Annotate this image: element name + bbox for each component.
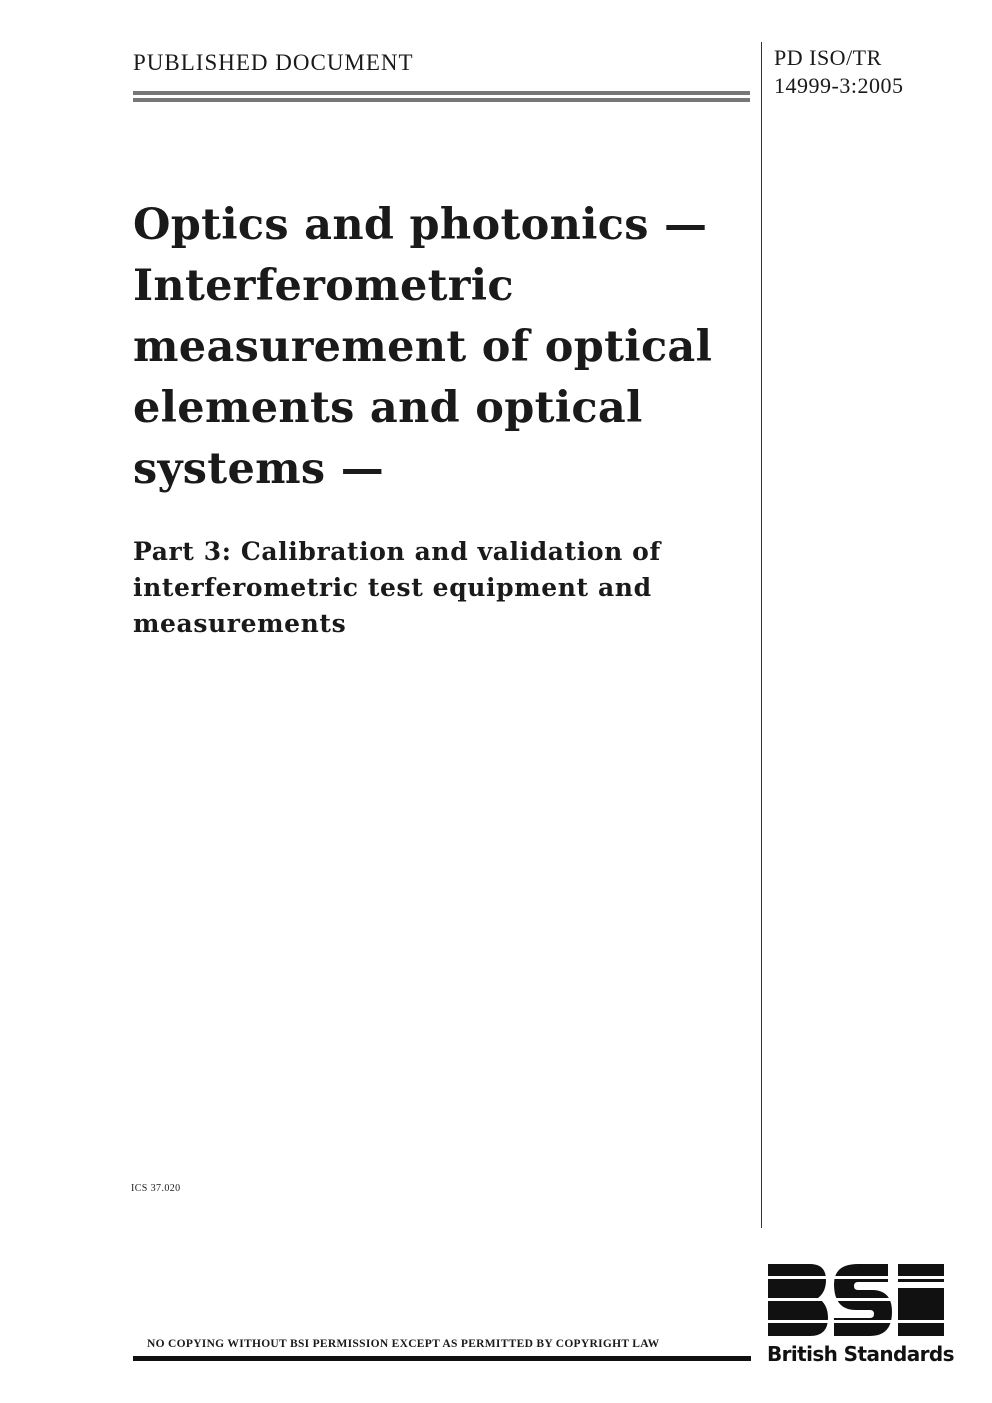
bsi-logo-mark <box>766 1262 946 1338</box>
document-type-label: PUBLISHED DOCUMENT <box>133 50 414 75</box>
subtitle-line-1: Part 3: Calibration and validation of <box>133 537 661 566</box>
copyright-notice: NO COPYING WITHOUT BSI PERMISSION EXCEPT AS PERMITTED BY COPYRIGHT LAW <box>147 1338 660 1350</box>
title-line-2: Interferometric <box>133 261 514 311</box>
header-rule-top <box>133 91 750 95</box>
subtitle-line-3: measurements <box>133 609 347 638</box>
ics-code: ICS 37.020 <box>131 1183 181 1194</box>
document-title <box>133 195 753 500</box>
bsi-logo <box>766 1262 954 1372</box>
reference-line-2: 14999-3:2005 <box>774 73 904 98</box>
title-line-1: Optics and photonics — <box>133 200 708 250</box>
title-line-3: measurement of optical <box>133 322 713 372</box>
subtitle-line-2: interferometric test equipment and <box>133 573 652 602</box>
bsi-logo-caption: British Standards <box>767 1342 954 1366</box>
title-line-4: elements and optical <box>133 383 643 433</box>
header-rule-bottom <box>133 98 750 102</box>
document-subtitle <box>133 534 753 642</box>
footer-rule <box>133 1356 751 1361</box>
vertical-divider <box>761 42 762 1228</box>
title-line-5: systems — <box>133 444 384 494</box>
document-reference <box>774 44 903 100</box>
reference-line-1: PD ISO/TR <box>774 45 882 70</box>
